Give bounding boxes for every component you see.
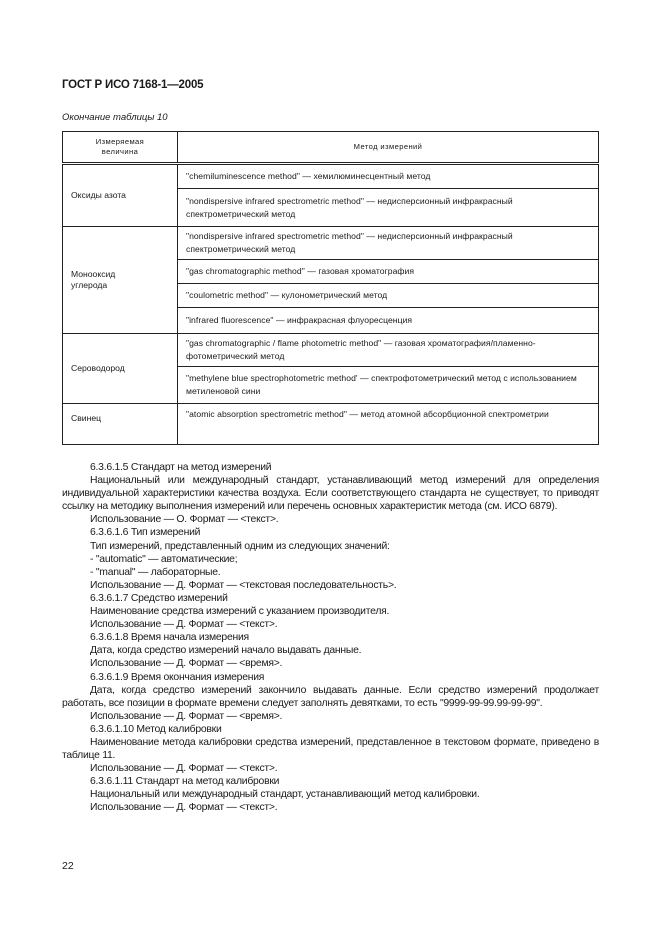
method-cell: "atomic absorption spectrometric method" — метод атомной абсорбционной спектрометрии [178, 404, 599, 445]
method-cell: "gas chromatographic method" — газовая хроматография [178, 260, 599, 284]
clause-heading: 6.3.6.1.8 Время начала измерения [90, 632, 249, 644]
method-cell: "infrared fluorescence" — инфракрасная флуоресценция [178, 308, 599, 334]
paragraph: Национальный или международный стандарт, устанавливающий метод измерений для определения индивидуальной характеристики качества воздуха. Если соответствующего стандарта не существует, то приводят ссылку на методику выполнения измерений или перечень основных характеристик метода (см. ИСО 6879). [62, 475, 599, 513]
list-item: - "manual" — лабораторные. [90, 566, 221, 578]
clause-heading: 6.3.6.1.7 Средство измерений [90, 592, 228, 604]
table-row [63, 227, 599, 260]
paragraph: Тип измерений, представленный одним из следующих значений: [90, 540, 390, 552]
quantity-cell: Сероводород [63, 334, 178, 404]
clause-heading: 6.3.6.1.6 Тип измерений [90, 527, 201, 539]
clause-heading: 6.3.6.1.5 Стандарт на метод измерений [90, 462, 272, 473]
table-row [63, 334, 599, 367]
usage-line: Использование — Д. Формат — <текст>. [90, 619, 278, 631]
method-cell: "gas chromatographic / flame photometric method" — газовая хроматография/пламенно-фотометрический метод [178, 334, 599, 367]
method-cell: "chemiluminescence method" — хемилюминесцентный метод [178, 164, 599, 189]
paragraph: Дата, когда средство измерений закончило выдавать данные. Если средство измерений продолжает работать, все позиции в формате времени следует заполнять девятками, то есть "9999-99-99.99-99-99". [62, 684, 599, 709]
method-cell: "methylene blue spectrophotometric method' — спектрофотометрический метод с использованием метиленовой сини [178, 367, 599, 404]
clause-heading: 6.3.6.1.9 Время окончания измерения [90, 671, 265, 683]
table-header-row [63, 132, 599, 164]
page-number: 22 [62, 860, 74, 872]
method-cell: "coulometric method" — кулонометрический метод [178, 284, 599, 308]
quantity-cell: Оксиды азота [63, 164, 178, 227]
usage-line: Использование — Д. Формат — <текст>. [90, 802, 278, 814]
column-header-quantity: Измеряемая величина [63, 132, 178, 164]
quantity-cell: Свинец [63, 404, 178, 445]
usage-line: Использование — Д. Формат — <время>. [90, 710, 283, 722]
paragraph: Дата, когда средство измерений начало выдавать данные. [90, 645, 362, 657]
usage-line: Использование — О. Формат — <текст>. [90, 514, 279, 526]
table-row [63, 404, 599, 445]
table-caption: Окончание таблицы 10 [62, 112, 168, 123]
clause-heading: 6.3.6.1.10 Метод калибровки [90, 723, 222, 735]
paragraph: Национальный или международный стандарт, устанавливающий метод калибровки. [90, 789, 480, 801]
quantity-cell: Монооксид углерода [63, 227, 178, 334]
column-header-method: Метод измерений [178, 132, 599, 164]
paragraph: Наименование метода калибровки средства измерений, представленное в текстовом формате, приведено в таблице 11. [62, 736, 599, 762]
table-row [63, 164, 599, 189]
paragraph: Наименование средства измерений с указанием производителя. [90, 606, 390, 618]
clause-heading: 6.3.6.1.11 Стандарт на метод калибровки [90, 776, 280, 788]
measurement-methods-table [62, 131, 599, 445]
document-title: ГОСТ Р ИСО 7168-1—2005 [62, 79, 204, 91]
method-cell: "nondispersive infrared spectrometric method" — недисперсионный инфракрасный спектрометрический метод [178, 227, 599, 260]
usage-line: Использование — Д. Формат — <текст>. [90, 763, 278, 775]
list-item: - "automatic" — автоматические; [90, 553, 238, 565]
section-body [62, 461, 599, 815]
usage-line: Использование — Д. Формат — <время>. [90, 658, 283, 670]
method-cell: "nondispersive infrared spectrometric method" — недисперсионный инфракрасный спектрометрический метод [178, 189, 599, 227]
usage-line: Использование — Д. Формат — <текстовая последовательность>. [90, 579, 397, 591]
